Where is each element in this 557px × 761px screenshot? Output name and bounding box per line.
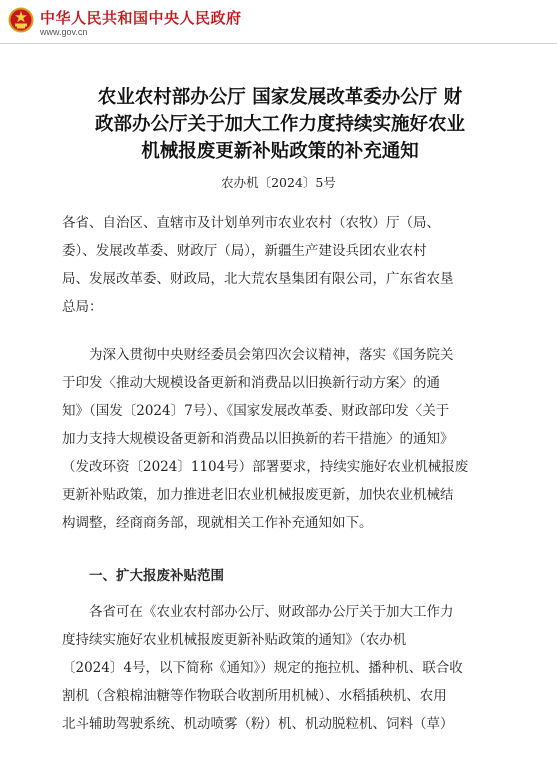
paragraph-section-1 <box>62 598 502 738</box>
document-title <box>40 84 520 165</box>
paragraph-line: 各省可在《农业农村部办公厅、财政部办公厅关于加大工作力 <box>62 604 454 620</box>
site-name[interactable]: 中华人民共和国中央人民政府 <box>40 9 242 27</box>
site-url[interactable]: www.gov.cn <box>40 27 88 37</box>
paragraph-line: 度持续实施好农业机械报废更新补贴政策的通知》（农办机 <box>62 632 407 648</box>
addressee-line: 委）、发展改革委、财政厅（局），新疆生产建设兵团农业农村 <box>62 243 427 259</box>
paragraph-line: 〔2024〕4号，以下简称《通知》）规定的拖拉机、播种机、联合收 <box>62 660 463 676</box>
paragraph-line: 为深入贯彻中央财经委员会第四次会议精神，落实《国务院关 <box>62 347 454 363</box>
paragraph-line: 于印发〈推动大规模设备更新和消费品以旧换新行动方案〉的通 <box>62 375 440 391</box>
addressee <box>62 209 502 321</box>
paragraph-line: 构调整，经商商务部，现就相关工作补充通知如下。 <box>62 515 373 531</box>
document-number: 农办机〔2024〕5号 <box>221 175 336 190</box>
title-line: 机械报废更新补贴政策的补充通知 <box>141 141 419 162</box>
paragraph-intro <box>62 341 502 537</box>
title-line: 政部办公厅关于加大工作力度持续实施好农业 <box>94 114 465 135</box>
paragraph-line: 知》（国发〔2024〕7号）、《国家发展改革委、财政部印发〈关于 <box>62 403 450 419</box>
addressee-line: 各省、自治区、直辖市及计划单列市农业农村（农牧）厅（局、 <box>62 215 440 231</box>
title-line: 农业农村部办公厅 国家发展改革委办公厅 财 <box>97 87 463 108</box>
site-header <box>0 0 557 44</box>
national-emblem-icon[interactable] <box>8 7 34 33</box>
paragraph-line: 北斗辅助驾驶系统、机动喷雾（粉）机、机动脱粒机、饲料（草） <box>62 716 454 732</box>
paragraph-line: （发改环资〔2024〕1104号）部署要求，持续实施好农业机械报废 <box>62 459 469 475</box>
section-heading: 一、扩大报废补贴范围 <box>62 568 224 584</box>
paragraph-line: 割机（含粮棉油糖等作物联合收割所用机械）、水稻插秧机、农用 <box>62 688 447 704</box>
paragraph-line: 更新补贴政策，加力推进老旧农业机械报废更新，加快农业机械结 <box>62 487 454 503</box>
paragraph-line: 加力支持大规模设备更新和消费品以旧换新的若干措施〉的通知》 <box>62 431 454 447</box>
addressee-line: 总局： <box>62 299 103 315</box>
addressee-line: 局、发展改革委、财政局，北大荒农垦集团有限公司，广东省农垦 <box>62 271 454 287</box>
header-divider <box>0 43 557 44</box>
